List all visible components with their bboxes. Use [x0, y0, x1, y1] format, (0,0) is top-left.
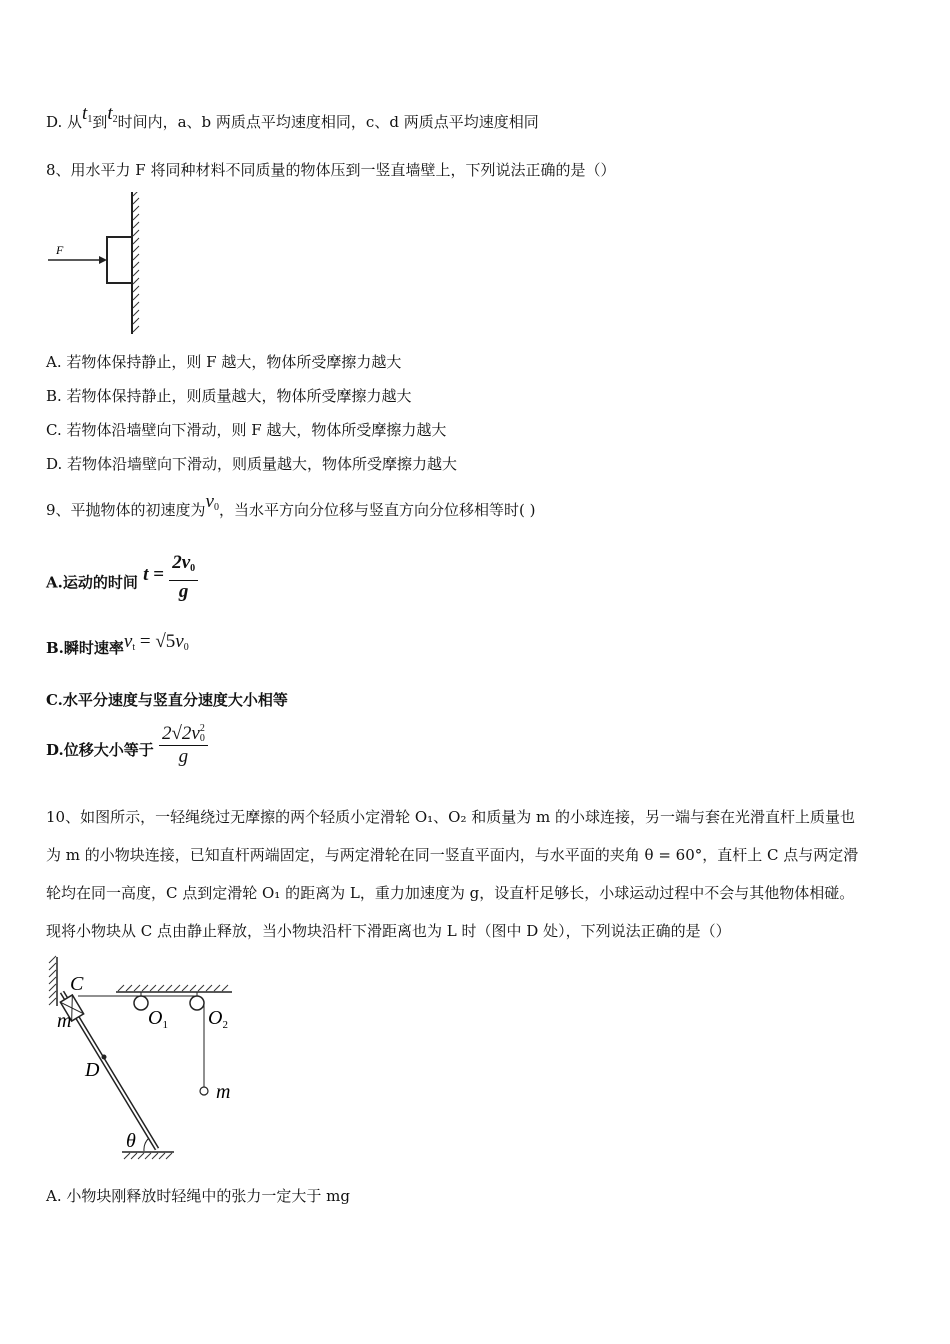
q9-d-numerator-sup: 2 — [199, 723, 205, 735]
q9-d-label: D.位移大小等于 — [46, 741, 154, 759]
q9-b-label: B.瞬时速率 — [46, 639, 124, 657]
q9-a-numerator: 2v — [172, 552, 191, 573]
q9-a-denominator: g — [178, 581, 189, 602]
t2-symbol: t — [107, 103, 113, 124]
q7-d-prefix: D. 从 — [46, 113, 83, 131]
q9-option-a — [46, 552, 198, 609]
point-d — [102, 1055, 107, 1060]
t2-subscript: 2 — [112, 114, 118, 125]
q10-figure — [40, 952, 250, 1168]
block — [107, 237, 132, 283]
label-o2: $O_2$ — [208, 1007, 228, 1031]
q7-option-d — [46, 103, 539, 138]
pulley-o2 — [190, 996, 204, 1010]
q8-option-a: A. 若物体保持静止，则 F 越大，物体所受摩擦力越大 — [46, 353, 402, 371]
angle-arc — [144, 1138, 149, 1151]
q10-stem-line-3: 轮均在同一高度，C 点到定滑轮 O₁ 的距离为 L，重力加速度为 g，设直杆足够长，小球运动过程中不会与其他物体相碰。 — [46, 884, 855, 902]
q9-d-fraction — [159, 723, 208, 768]
ceiling-hatch — [118, 985, 228, 991]
q8-option-d: D. 若物体沿墙壁向下滑动，则质量越大，物体所受摩擦力越大 — [46, 455, 458, 473]
q10-option-a: A. 小物块刚释放时轻绳中的张力一定大于 mg — [46, 1187, 350, 1205]
q9-stem — [46, 491, 536, 526]
q9-b-v0: v — [175, 631, 184, 652]
label-d: D — [85, 1059, 100, 1081]
q9-d-denominator: g — [178, 745, 189, 767]
q9-stem-prefix: 9、平抛物体的初速度为 — [46, 501, 206, 519]
q10-stem-line-4: 现将小物块从 C 点由静止释放，当小物块沿杆下滑距离也为 L 时（图中 D 处），下列说法正确的是（） — [46, 922, 731, 940]
q9-option-d — [46, 722, 208, 774]
q7-d-mid: 到 — [92, 113, 108, 131]
q8-figure — [46, 192, 146, 334]
q9-stem-suffix: ，当水平方向分位移与竖直方向分位移相等时( ) — [218, 501, 536, 519]
wall-hatch — [133, 192, 139, 332]
force-arrowhead — [99, 256, 107, 264]
ball — [200, 1087, 208, 1095]
v0-symbol: v — [205, 491, 214, 512]
q9-option-b — [46, 631, 189, 664]
left-wall-hatch — [49, 956, 56, 1005]
q9-b-v0-sub: 0 — [183, 642, 189, 653]
q10-stem-line-1: 10、如图所示，一轻绳绕过无摩擦的两个轻质小定滑轮 O₁、O₂ 和质量为 m 的小球连接，另一端与套在光滑直杆上质量也 — [46, 808, 856, 826]
q9-b-v: v — [123, 631, 133, 652]
q9-d-numerator-sub: 0 — [199, 733, 205, 745]
q7-d-suffix: 时间内，a、b 两质点平均速度相同，c、d 两质点平均速度相同 — [117, 113, 539, 131]
q10-stem-line-2: 为 m 的小物块连接，已知直杆两端固定，与两定滑轮在同一竖直平面内，与水平面的夹角 θ = 60°，直杆上 C 点与两定滑 — [46, 846, 859, 864]
label-m-ball: m — [216, 1081, 231, 1103]
q8-stem: 8、用水平力 F 将同种材料不同质量的物体压到一竖直墙壁上，下列说法正确的是（） — [46, 161, 616, 179]
q10-stem — [46, 798, 908, 950]
v0-subscript: 0 — [213, 502, 219, 513]
q9-option-c: C.水平分速度与竖直分速度大小相等 — [46, 691, 288, 709]
label-c: C — [70, 973, 84, 995]
q9-a-numerator-sub: 0 — [190, 563, 196, 574]
q9-a-fraction — [169, 552, 198, 603]
q9-d-numerator: 2√2v — [161, 722, 200, 744]
t1-symbol: t — [82, 103, 88, 124]
label-m-block: m — [57, 1010, 72, 1032]
q9-b-equals: = √5 — [135, 631, 176, 652]
label-theta: θ — [126, 1130, 136, 1152]
force-label: F — [56, 243, 64, 257]
q9-a-lhs: t = — [143, 563, 164, 585]
q8-option-c: C. 若物体沿墙壁向下滑动，则 F 越大，物体所受摩擦力越大 — [46, 421, 447, 439]
q9-b-v-sub: t — [132, 642, 136, 653]
pulley-o1 — [134, 996, 148, 1010]
ground-hatch — [124, 1153, 172, 1159]
q9-a-label: A.运动的时间 — [46, 573, 138, 592]
q8-option-b: B. 若物体保持静止，则质量越大，物体所受摩擦力越大 — [46, 387, 412, 405]
label-o1: $O_1$ — [148, 1007, 168, 1031]
t1-subscript: 1 — [87, 114, 93, 125]
